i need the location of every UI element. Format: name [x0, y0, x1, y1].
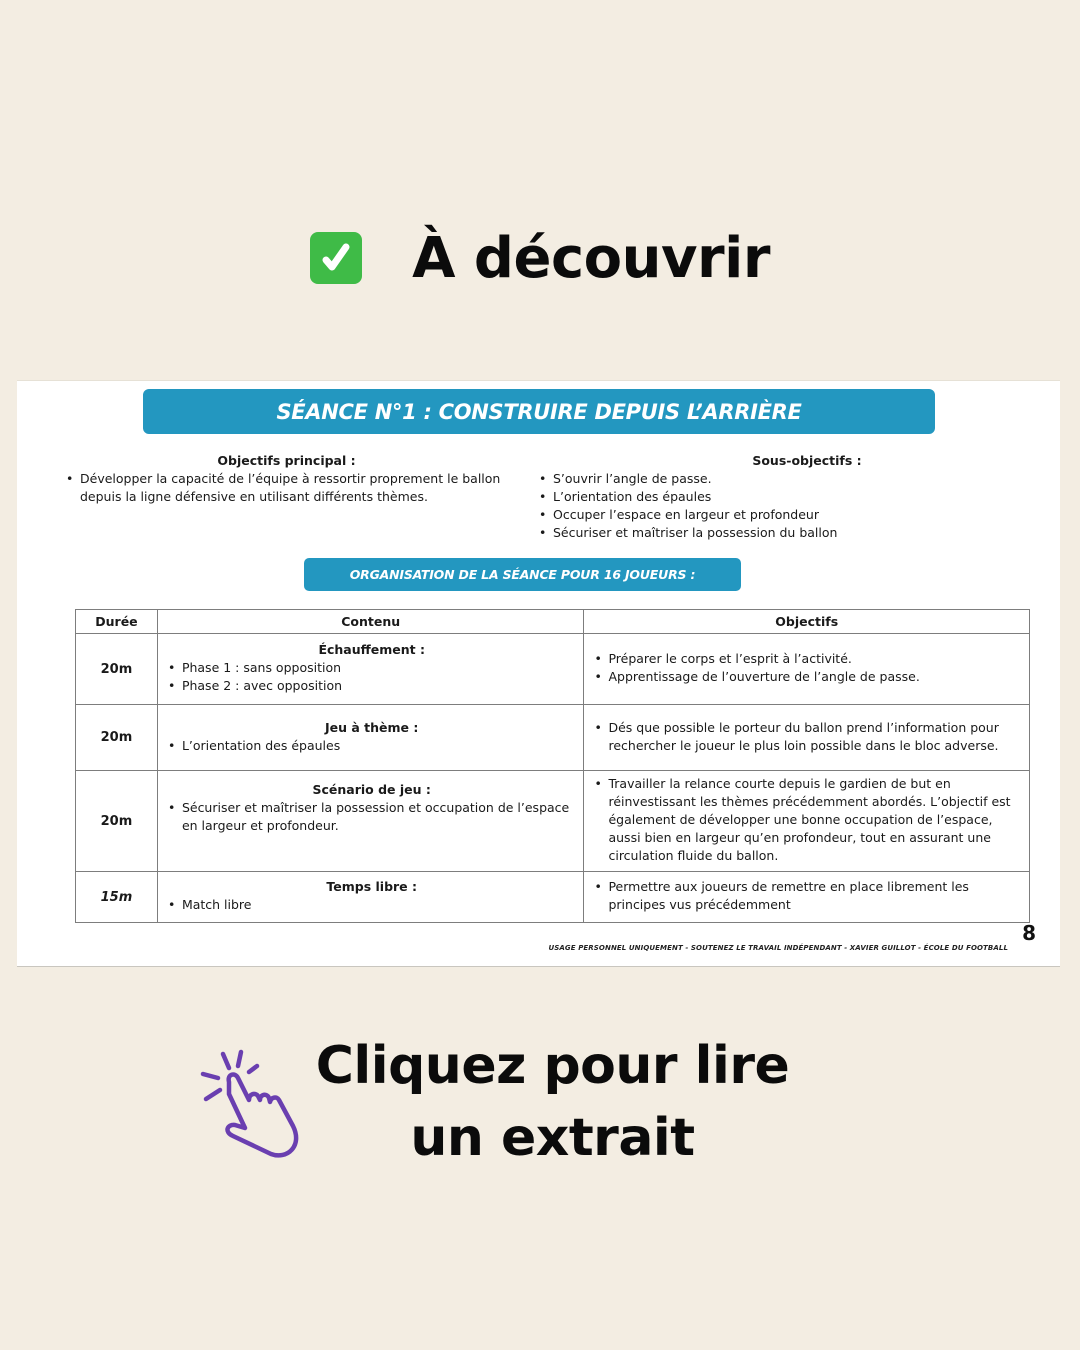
list-item: • Développer la capacité de l’équipe à ressortir proprement le ballon depuis la ligne défensive en utilisant différents thèmes. [64, 470, 514, 506]
page-number: 8 [1022, 921, 1036, 945]
list-item: • Dés que possible le porteur du ballon prend l’information pour rechercher le joueur le plus loin possible dans le bloc adverse. [592, 719, 1025, 755]
column-header-duration: Durée [76, 610, 158, 634]
sub-objectives [537, 452, 967, 542]
column-header-content: Contenu [157, 610, 584, 634]
list-item: • Sécuriser et maîtriser la possession du ballon [537, 524, 967, 542]
check-mark-button-icon [310, 232, 362, 284]
content-cell [157, 872, 584, 923]
content-cell [157, 634, 584, 705]
content-title: Scénario de jeu : [312, 782, 431, 797]
document-preview[interactable] [17, 380, 1060, 967]
list-item: • Occuper l’espace en largeur et profondeur [537, 506, 967, 524]
objectives-cell [584, 634, 1030, 705]
content-title: Échauffement : [318, 642, 425, 657]
list-item: • L’orientation des épaules [537, 488, 967, 506]
table-header-row [76, 610, 1030, 634]
table-row [76, 872, 1030, 923]
read-excerpt-link[interactable] [185, 1030, 805, 1180]
tap-hand-icon [193, 1048, 308, 1158]
content-list [166, 799, 578, 835]
organisation-banner: ORGANISATION DE LA SÉANCE POUR 16 JOUEURS : [304, 558, 741, 591]
table-row [76, 705, 1030, 771]
content-title: Temps libre : [326, 879, 418, 894]
content-list [166, 659, 578, 695]
objectives-section [17, 452, 1060, 542]
table-row [76, 634, 1030, 705]
objectives-list [592, 878, 1025, 914]
list-item: • S’ouvrir l’angle de passe. [537, 470, 967, 488]
duration-cell: 20m [76, 705, 158, 771]
duration-cell: 15m [76, 872, 158, 923]
top-heading [0, 220, 1080, 296]
list-item: • Sécuriser et maîtriser la possession et occupation de l’espace en largeur et profondeur. [166, 799, 578, 835]
column-header-objectives: Objectifs [584, 610, 1030, 634]
footer-note: USAGE PERSONNEL UNIQUEMENT - SOUTENEZ LE TRAVAIL INDÉPENDANT - XAVIER GUILLOT - ÉCOLE DU FOOTBALL [548, 944, 1008, 952]
sub-objectives-list [537, 470, 967, 542]
objectives-list [592, 650, 1025, 686]
objectives-list [592, 719, 1025, 755]
list-item: • Phase 1 : sans opposition [166, 659, 578, 677]
list-item: • Travailler la relance courte depuis le gardien de but en réinvestissant les thèmes précédemment abordés. L’objectif est également de développer une bonne occupation de l’espace, aussi bien en largeur qu’en profondeur, tout en assurant une circulation fluide du ballon. [592, 775, 1025, 865]
list-item: • Apprentissage de l’ouverture de l’angle de passe. [592, 668, 1025, 686]
sub-objectives-heading: Sous-objectifs : [752, 453, 862, 468]
session-title-banner: SÉANCE N°1 : CONSTRUIRE DEPUIS L’ARRIÈRE [143, 389, 935, 434]
objectives-cell [584, 771, 1030, 872]
cta-line-2: un extrait [410, 1108, 695, 1168]
duration-cell: 20m [76, 771, 158, 872]
main-objective [64, 452, 514, 506]
cta-line-1: Cliquez pour lire [315, 1036, 790, 1096]
objectives-list [592, 775, 1025, 865]
objectives-cell [584, 872, 1030, 923]
content-cell [157, 771, 584, 872]
list-item: • L’orientation des épaules [166, 737, 578, 755]
content-list [166, 737, 578, 755]
content-cell [157, 705, 584, 771]
objectives-cell [584, 705, 1030, 771]
main-objective-list [64, 470, 514, 506]
session-table [75, 609, 1030, 923]
page-title: À découvrir [412, 225, 770, 291]
content-list [166, 896, 578, 914]
list-item: • Permettre aux joueurs de remettre en place librement les principes vus précédemment [592, 878, 1025, 914]
table-row [76, 771, 1030, 872]
duration-cell: 20m [76, 634, 158, 705]
list-item: • Phase 2 : avec opposition [166, 677, 578, 695]
content-title: Jeu à thème : [325, 719, 419, 735]
cta-text [310, 1030, 795, 1174]
main-objective-heading: Objectifs principal : [217, 453, 356, 468]
list-item: • Match libre [166, 896, 578, 914]
list-item: • Préparer le corps et l’esprit à l’activité. [592, 650, 1025, 668]
